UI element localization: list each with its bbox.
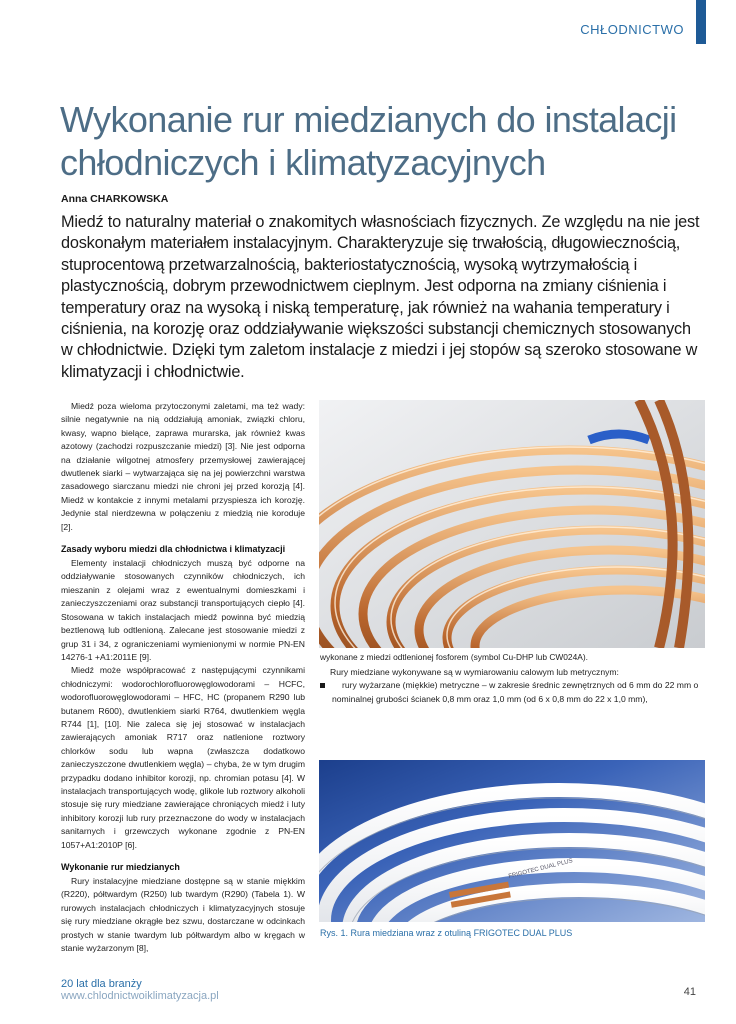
body-paragraph: Rury instalacyjne miedziane dostępne są w stanie miękkim (R220), półtwardym (R250) lub twardym (R290) (Tabela 1). W rurowych instalacjach chłodniczych i klimatyzacyjnych stosuje się rury miedziane okrągłe bez szwu, dostarczane w odcinkach prostych w stanie twardym lub półtwardym albo w kręgach w stanie wyżarzonym [8], (61, 876, 305, 954)
bullet-text: rury wyżarzane (miękkie) metryczne – w zakresie średnic zewnętrznych od 6 mm do 22 mm o nominalnej grubości ścianek 0,8 mm oraz 1,0 mm (od 6 x 0,8 mm do 22 x 1,0 mm), (332, 680, 699, 704)
footer-url: www.chlodnictwoiklimatyzacja.pl (61, 990, 219, 1002)
left-column (61, 400, 305, 955)
author-last-name: CHARKOWSKA (90, 193, 169, 205)
bullet-square-icon (320, 683, 325, 688)
article-title: Wykonanie rur miedzianych do instalacji chłodniczych i klimatyzacyjnych (60, 99, 677, 183)
body-paragraph: Elementy instalacji chłodniczych muszą być odporne na oddziaływanie stosowanych czynników chłodniczych, ich mieszanin z olejami wraz z ewentualnymi domieszkami i zanieczyszczeniami oraz substancji transportujących ciepło [4]. Stosowana w takich instalacjach miedź powinna być miedzią beztlenową lub odtlenioną. Zalecane jest stosowanie miedzi z grup 31 i 34, z ograniczeniami wymienionymi w normie PN-EN 14276-1 +A1:2011E [9]. (61, 558, 305, 662)
author-first-name: Anna (61, 193, 88, 205)
body-paragraph: Miedź może współpracować z następującymi czynnikami chłodniczymi: wodorochlorofluorowęglowodorami – HCFC, wodorofluorowęglowodorami – HFC, HC (propanem R290 lub butanem R600), dwutlenkiem siarki R764, dwutlenkiem węgla R744 [1], [10]. Nie zaleca się jej stosować w instalacjach zawierających amoniak R717 oraz natlenione roztwory chlorków sodu lub wapna (zwłaszcza dodatkowo zanieczyszczone dwutlenkiem węgla) – chyba, że w tym drugim przypadku dodano inhibitor korozji, np. chromian potasu [4]. W instalacjach transportujących wodę, glikole lub roztwory alkoholi stosuje się rury miedziane zawierające chroniących miedź i luty inhibitory korozji lub rury przeznaczone do wody w instalacjach sanitarnych i grzewczych wykonane zgodnie z PN-EN 1057+A1:2010P [6]. (61, 665, 305, 850)
lead-paragraph: Miedź to naturalny materiał o znakomitych własnościach fizycznych. Ze względu na nie jest doskonałym materiałem instalacyjnym. Charakteryzuje się trwałością, długowiecznością, stuprocentową przetwarzalnością, bakteriostatycznością, wysoką wytrzymałością i plastycznością, dobrym przewodnictwem cieplnym. Jest odporna na zmiany ciśnienia i temperatury oraz na wysoką i niską temperaturę, jak również na wahania temperatury i ciśnienia, na korozję oraz oddziaływanie większości substancji chemicznych stosowanych w chłodnictwie. Dzięki tym zaletom instalacje z miedzi i jej stopów są szeroko stosowane w klimatyzacji i chłodnictwie. (61, 213, 700, 381)
section-label: CHŁODNICTWO (580, 22, 684, 37)
insulated-pipe-photo (319, 760, 705, 922)
caption-continuation: wykonane z miedzi odtlenionej fosforem (symbol Cu-DHP lub CW024A). (320, 652, 588, 662)
pipe-print-text: FRIGOTEC DUAL PLUS (508, 858, 574, 880)
section-bar (696, 0, 706, 44)
bullet-item (320, 679, 706, 706)
author (61, 193, 168, 205)
right-column (320, 666, 706, 706)
section-heading: Wykonanie rur miedzianych (61, 862, 180, 872)
figure-caption: Rys. 1. Rura miedziana wraz z otuliną FRIGOTEC DUAL PLUS (320, 928, 573, 938)
body-paragraph: Miedź poza wieloma przytoczonymi zaletami, ma też wady: silnie negatywnie na nią oddziałują amoniak, związki chloru, kwasy, wapno bielące, zaprawa murarska, jak również kwas azotowy (zachodzi rozpuszczanie miedzi) [3]. Nie jest odporna na działanie wilgotnej atmosfery przemysłowej zawierającej dwutlenek siarki – wytwarzająca się na jej powierzchni warstwa zasadowego siarczanu miedzi nie chroni jej przed korozją [4]. Miedź w kontakcie z innymi metalami przyspiesza ich korozję. Jedynie stal nierdzewna w połączeniu z miedzią nie koroduje [2]. (61, 401, 305, 532)
page-number: 41 (683, 986, 696, 998)
section-heading: Zasady wyboru miedzi dla chłodnictwa i klimatyzacji (61, 544, 286, 555)
copper-coil-photo (319, 400, 705, 648)
footer-brand: 20 lat dla branży (61, 978, 142, 990)
body-paragraph: Rury miedziane wykonywane są w wymiarowaniu calowym lub metrycznym: (330, 667, 619, 677)
